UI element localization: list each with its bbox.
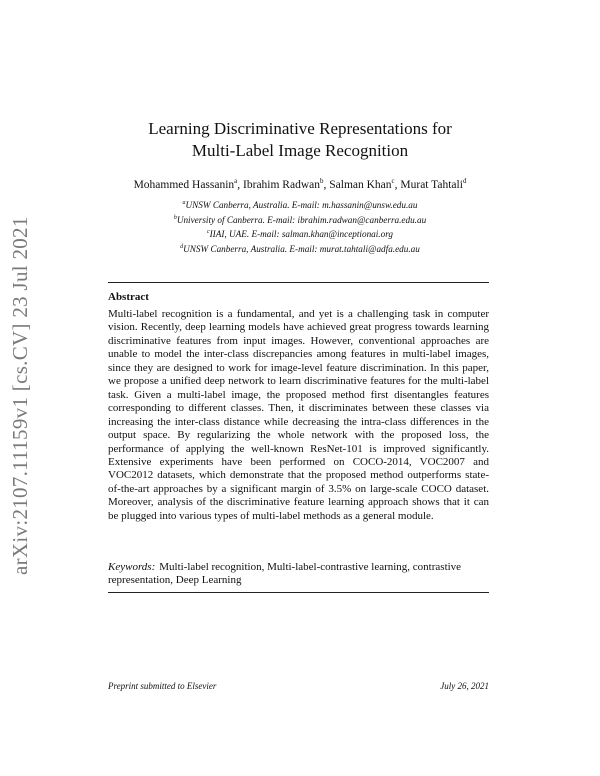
author-mark: d [462,177,467,185]
affiliation-mark: d [180,243,184,250]
footer-preprint-note: Preprint submitted to Elsevier [108,681,217,691]
author-name: Murat Tahtali [400,178,463,191]
affiliation [80,226,520,241]
abstract-text: Multi-label recognition is a fundamental, and yet is a challenging task in computer vision. Recently, deep learning models have achieved great progress towards learning discriminative features from input images. However, conventional approaches are unable to model the inter-class discrepancies among features in multi-label images, since they are designed to work for image-level feature discrimination. In this paper, we propose a unified deep network to learn discriminative features for the multi-label task. Given a multi-label image, the proposed method first disentangles features corresponding to different classes. Then, it discriminates between these classes via increasing the inter-class distance while decreasing the intra-class differences in the output space. By regularizing the whole network with the proposed loss, the performance of applying the well-known ResNet-101 is improved significantly. Extensive experiments have been performed on COCO-2014, VOC2007 and VOC2012 datasets, which demonstrate that the proposed method outperforms state-of-the-art approaches by a significant margin of 3.5% on large-scale COCO dataset. Moreover, analysis of the discriminative feature learning approach shows that it can be plugged into various types of multi-label methods as a general module. [108,308,489,522]
title-line-2: Multi-Label Image Recognition [191,141,409,160]
author-mark: a [234,177,238,185]
affiliation-mark: c [206,229,210,236]
paper-title [110,118,490,162]
keywords-text: Multi-label recognition, Multi-label-contrastive learning, contrastive representation, Deep Learning [108,561,462,587]
abstract-bottom-rule [108,592,489,593]
affiliation-list [80,197,520,255]
abstract-top-rule [108,282,489,283]
author-name: Salman Khan [329,178,392,191]
author-mark: c [391,177,395,185]
affiliation-mark: a [182,200,186,206]
arxiv-stamp: arXiv:2107.11159v1 [cs.CV] 23 Jul 2021 [8,216,32,575]
abstract-heading: Abstract [108,291,149,303]
affiliation [80,197,520,212]
author-name: Mohammed Hassanin [133,178,235,191]
affiliation-mark: b [173,214,177,221]
author-list: Mohammed Hassanin$^a$, Ibrahim Radwan$^b$, Salman Khan$^c$, Murat Tahtali$^d$ [133,177,467,191]
title-line-1: Learning Discriminative Representations for [148,119,452,138]
affiliation [80,212,520,227]
keywords-label: Keywords: [108,561,156,573]
affiliation-text: UNSW Canberra, Australia. E-mail: m.hassanin@unsw.edu.au [185,200,418,211]
footer-date: July 26, 2021 [440,681,489,691]
author-mark: b [320,177,324,185]
keywords [108,561,489,588]
affiliation-text: University of Canberra. E-mail: ibrahim.radwan@canberra.edu.au [176,214,427,225]
affiliation-text: IIAI, UAE. E-mail: salman.khan@inceptionai.org [209,229,394,240]
affiliation-text: UNSW Canberra, Australia. E-mail: murat.tahtali@adfa.edu.au [183,243,420,254]
affiliation [80,241,520,256]
author-name: Ibrahim Radwan [243,178,320,191]
